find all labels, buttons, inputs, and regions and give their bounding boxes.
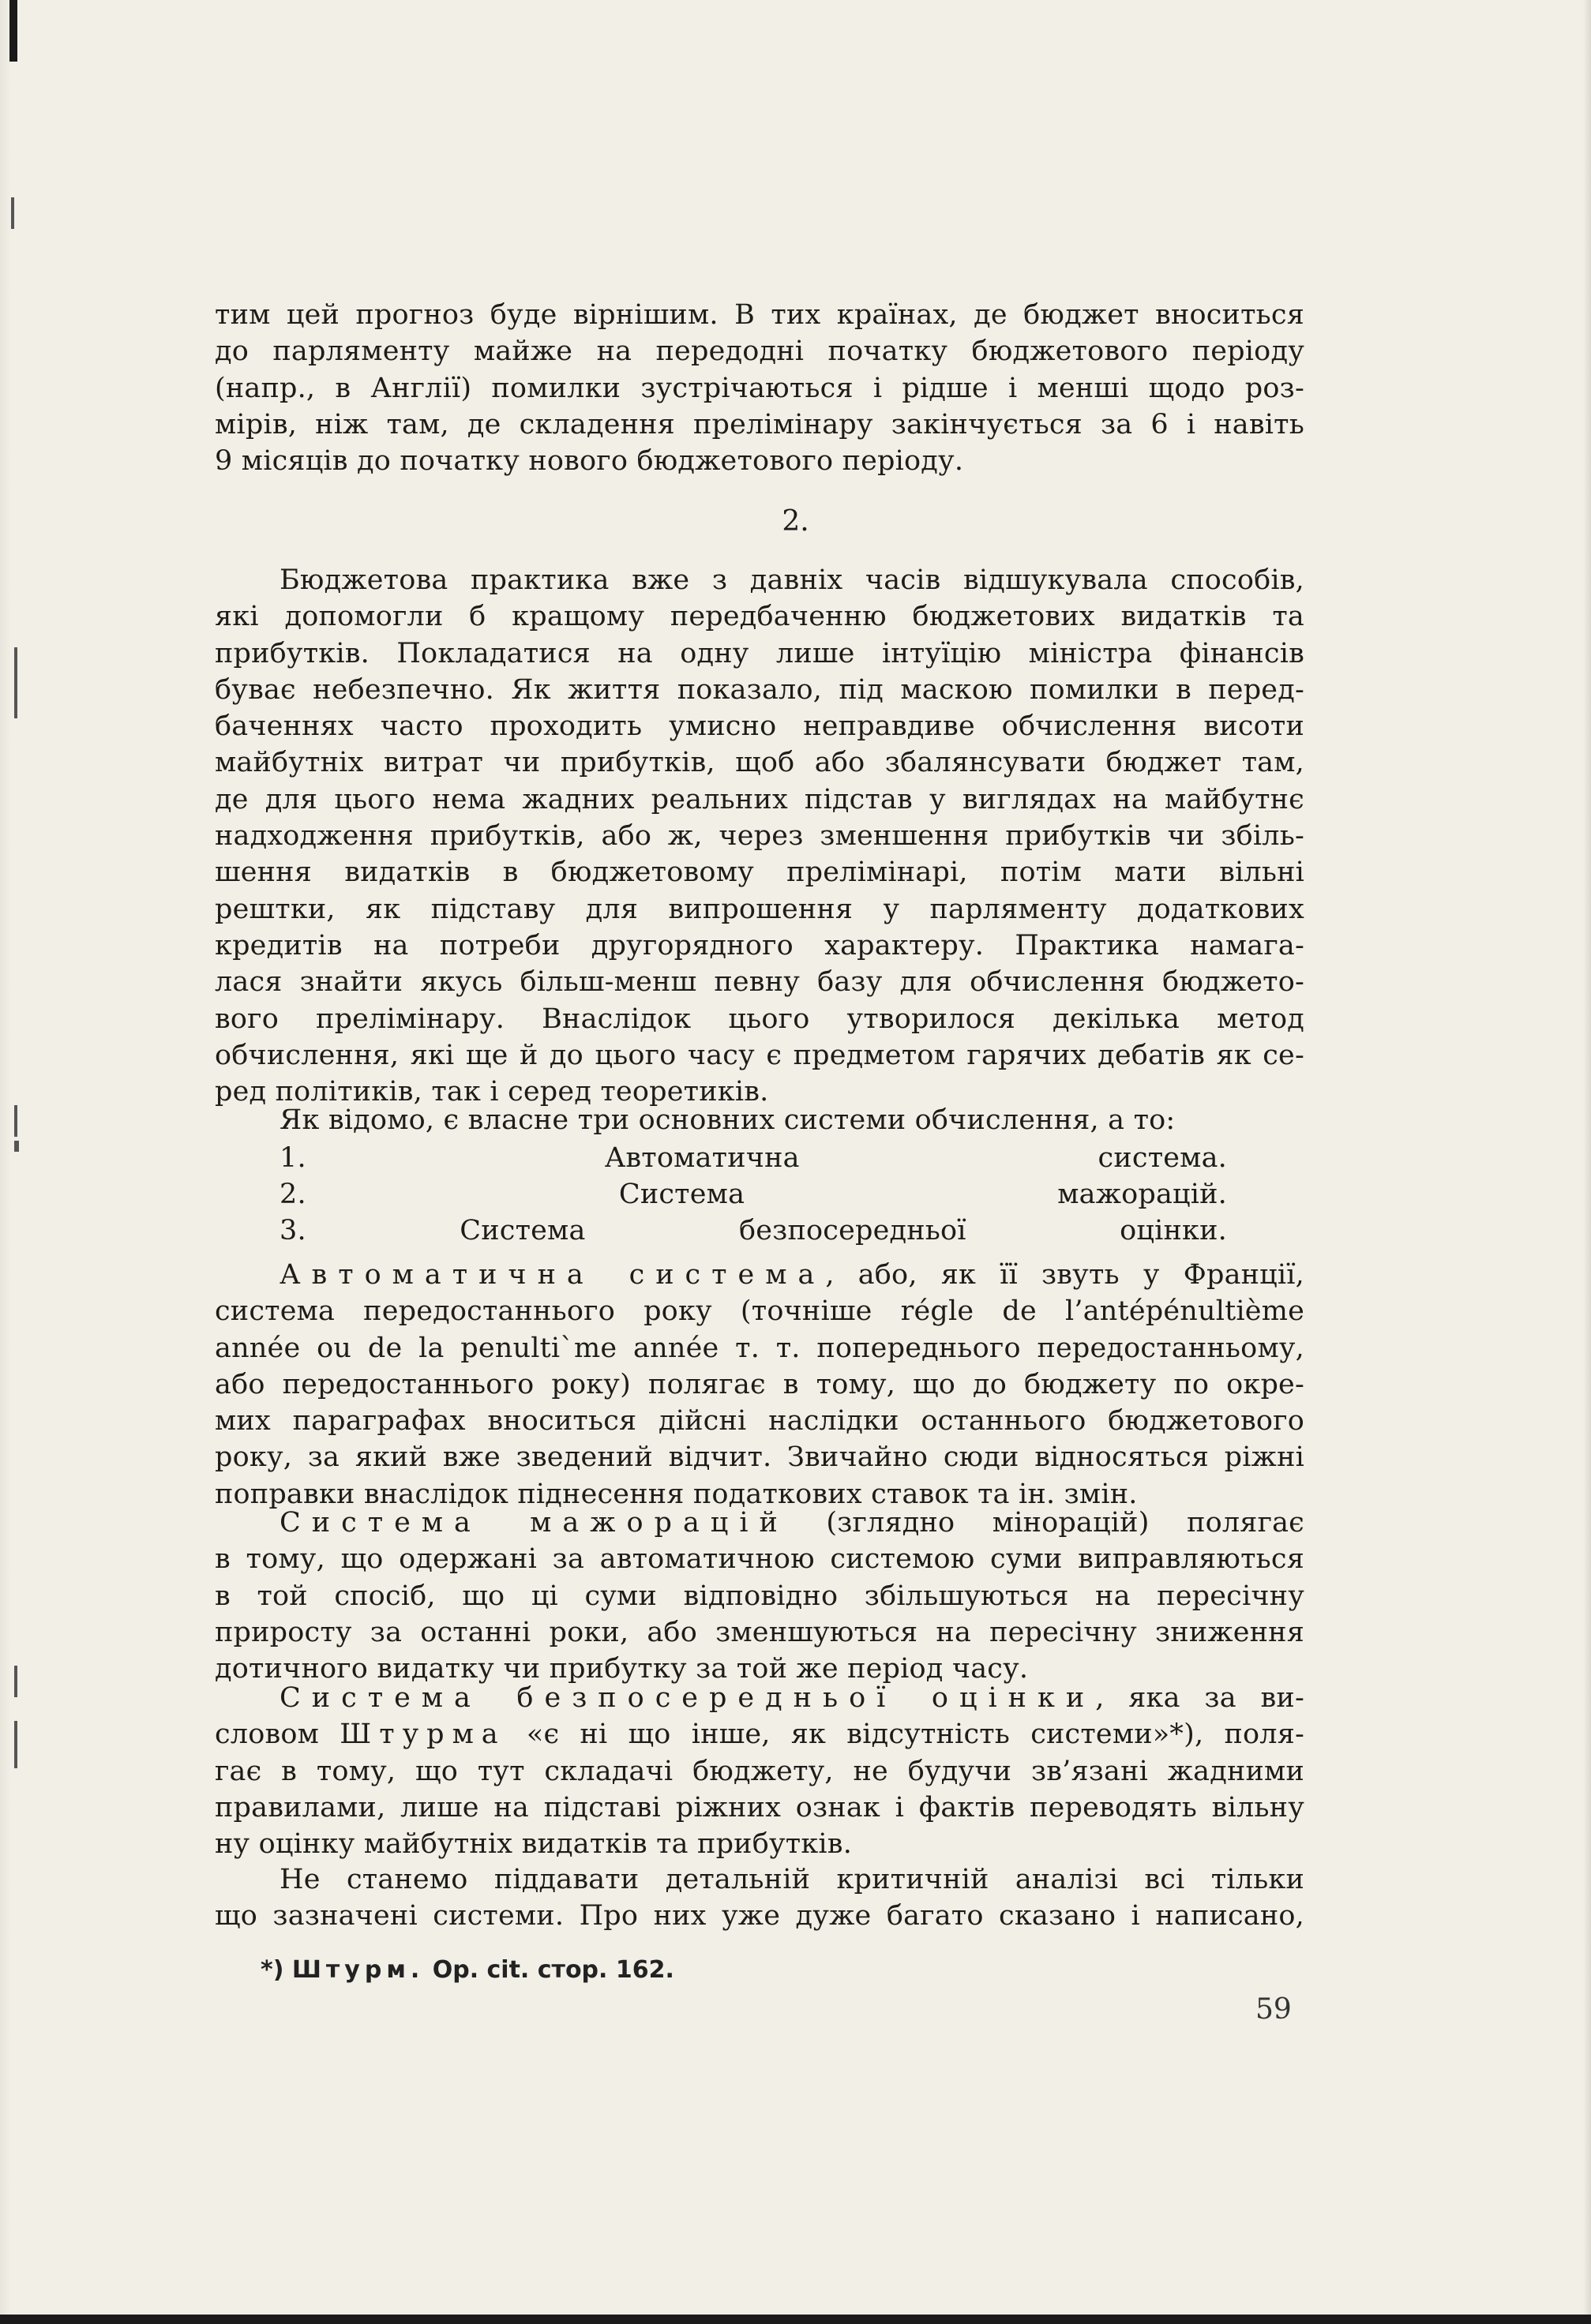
text-line: в той спосіб, що ці суми відповідно збільшуються на пересічну [215,1580,1304,1612]
text-line [215,1716,1304,1752]
margin-mark [14,1666,17,1697]
text-line: або передостаннього року) полягає в тому, що до бюджету по окре- [215,1368,1304,1400]
footnote-author: Штурм. [291,1956,425,1984]
text-line [215,1505,1304,1541]
text-line: дотичного видатку чи прибутку за той же період часу. [215,1653,1029,1685]
text-line: лася знайти якусь більш-менш певну базу для обчислення бюджето- [215,966,1304,999]
text-fragment: словом [215,1719,340,1751]
text-fragment: (зглядно мінорацій) полягає [788,1507,1304,1539]
text-line: Бюджетова практика вже з давніх часів відшукувала способів, [280,564,1304,596]
section-number: 2. [782,505,809,538]
text-line: шення видатків в бюджетовому прелімінарі, потім мати вільні [215,857,1304,889]
text-line: що зазначені системи. Про них уже дуже багато сказано і написано, [215,1900,1304,1932]
text-line: мих параграфах вноситься дійсні наслідки останнього бюджетового [215,1405,1304,1438]
text-line: гає в тому, що тут складачі бюджету, не будучи зв’язані жадними [215,1755,1304,1787]
text-line: де для цього нема жадних реальних підстав у виглядах на майбутнє [215,783,1304,815]
systems-list [280,1140,1227,1249]
page-right-edge [1583,0,1591,2324]
text-line [215,1257,1304,1293]
text-line: тим цей прогноз буде вірнішим. В тих країнах, де бюджет вноситься [215,299,1304,331]
text-line: в тому, що одержані за автоматичною системою суми виправляються [215,1543,1304,1576]
page-number: 59 [1255,1993,1292,2026]
footnote-text: Op. cit. стор. 162. [424,1956,674,1984]
text-line [215,1680,1304,1716]
text-line: année ou de la penulti`me année т. т. попереднього передостанньому, [215,1332,1304,1364]
text-line: мірів, ніж там, де складення прелімінару закінчується за 6 і навіть [215,408,1304,440]
margin-mark [11,197,14,229]
binding-mark [9,0,17,62]
text-line: які допомогли б кращому передбаченню бюджетових видатків та [215,601,1304,633]
text-line: ред політиків, так і серед теоретиків. [215,1076,769,1108]
text-line: обчислення, які ще й до цього часу є предметом гарячих дебатів як се- [215,1039,1304,1071]
text-line: року, за який вже зведений відчит. Звичайно сюди відносяться ріжні [215,1441,1304,1474]
margin-mark [14,1141,19,1152]
text-line: кредитів на потреби другорядного характеру. Практика намага- [215,929,1304,961]
spaced-term: Система мажорацій [280,1507,789,1539]
list-item: 1. Автоматична система. [280,1142,1227,1174]
spaced-term: Автоматична система [280,1259,826,1291]
text-line: (напр., в Англії) помилки зустрічаються і рідше і менші щодо роз- [215,372,1304,404]
page-bottom-edge [0,2315,1591,2324]
list-item: 3. Система безпосередньої оцінки. [280,1215,1227,1246]
paragraph-6 [215,1680,1304,1862]
text-fragment: , яка за ви- [1095,1682,1304,1714]
paragraph-2 [215,562,1304,1110]
text-line: приросту за останні роки, або зменшуються на пересічну зниження [215,1616,1304,1648]
text-line: надходження прибутків, або ж, через зменшення прибутків чи збіль- [215,820,1304,853]
spaced-term: Система безпосередньої оцінки [280,1682,1096,1714]
text-fragment: , або, як її звуть у Франції, [825,1259,1304,1291]
author-name: Штурма [340,1719,506,1751]
text-fragment: «є ні що інше, як відсутність системи»*), поля- [505,1719,1304,1751]
paragraph-4 [215,1257,1304,1512]
footnote-marker: *) [261,1956,284,1984]
margin-mark [14,1721,17,1768]
text-line: система передостаннього року (точніше régle de l’antépénultième [215,1295,1304,1328]
text-line: майбутніх витрат чи прибутків, щоб або збалянсувати бюджет там, [215,747,1304,779]
text-line: до парляменту майже на передодні початку бюджетового періоду [215,335,1304,368]
paragraph-5 [215,1505,1304,1687]
text-line: правилами, лише на підставі ріжних ознак і фактів переводять вільну [215,1791,1304,1824]
text-line: вого прелімінару. Внаслідок цього утворилося декілька метод [215,1003,1304,1035]
page-left-edge [0,0,11,2324]
margin-mark [14,647,17,718]
list-item: 2. Система мажорацій. [280,1179,1227,1210]
text-line: буває небезпечно. Як життя показало, під маскою помилки в перед- [215,673,1304,706]
text-line: рештки, як підставу для випрошення у парляменту додаткових [215,893,1304,925]
text-line: Як відомо, є власне три основних системи обчислення, а то: [280,1104,1176,1136]
text-line: прибутків. Покладатися на одну лише інтуїцію міністра фінансів [215,637,1304,669]
text-line: 9 місяців до початку нового бюджетового періоду. [215,445,964,478]
footnote [261,1955,674,1986]
paragraph-7 [215,1861,1304,1935]
paragraph-3 [215,1102,1304,1138]
text-line: Не станемо піддавати детальній критичній аналізі всі тільки [280,1864,1304,1895]
paragraph-1 [215,297,1304,479]
text-line: ну оцінку майбутніх видатків та прибутків. [215,1828,853,1861]
text-line: поправки внаслідок піднесення податкових ставок та ін. змін. [215,1478,1138,1510]
text-line: баченнях часто проходить умисно неправдиве обчислення висоти [215,710,1304,743]
margin-mark [14,1105,17,1137]
